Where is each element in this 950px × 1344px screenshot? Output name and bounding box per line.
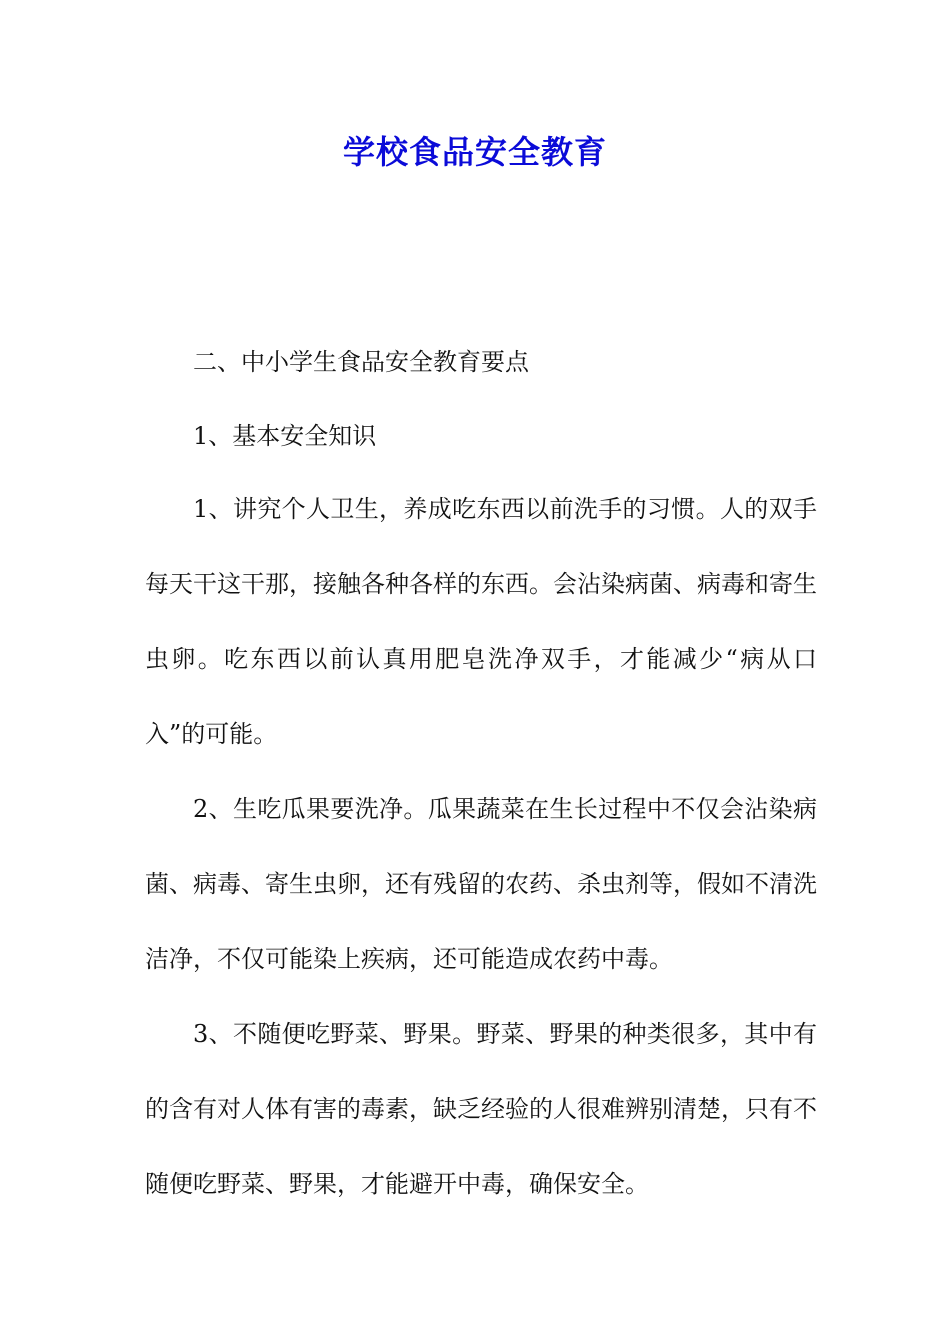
paragraph-2-block xyxy=(145,772,817,997)
paragraph-1-block xyxy=(145,472,817,772)
paragraph-3-block xyxy=(145,997,817,1222)
subsection-heading: 1、基本安全知识 xyxy=(193,422,377,450)
paragraph-3: 3、不随便吃野菜、野果。野菜、野果的种类很多，其中有的含有对人体有害的毒素，缺乏经验的人很难辨别清楚，只有不随便吃野菜、野果，才能避开中毒，确保安全。 xyxy=(145,1020,817,1198)
section-heading: 二、中小学生食品安全教育要点 xyxy=(193,348,529,376)
paragraph-1: 1、讲究个人卫生，养成吃东西以前洗手的习惯。人的双手每天干这干那，接触各种各样的东西。会沾染病菌、病毒和寄生虫卵。吃东西以前认真用肥皂洗净双手，才能减少“病从口入”的可能。 xyxy=(145,495,817,748)
paragraph-2: 2、生吃瓜果要洗净。瓜果蔬菜在生长过程中不仅会沾染病菌、病毒、寄生虫卵，还有残留的农药、杀虫剂等，假如不清洗洁净，不仅可能染上疾病，还可能造成农药中毒。 xyxy=(145,795,817,973)
document-title: 学校食品安全教育 xyxy=(342,133,607,171)
